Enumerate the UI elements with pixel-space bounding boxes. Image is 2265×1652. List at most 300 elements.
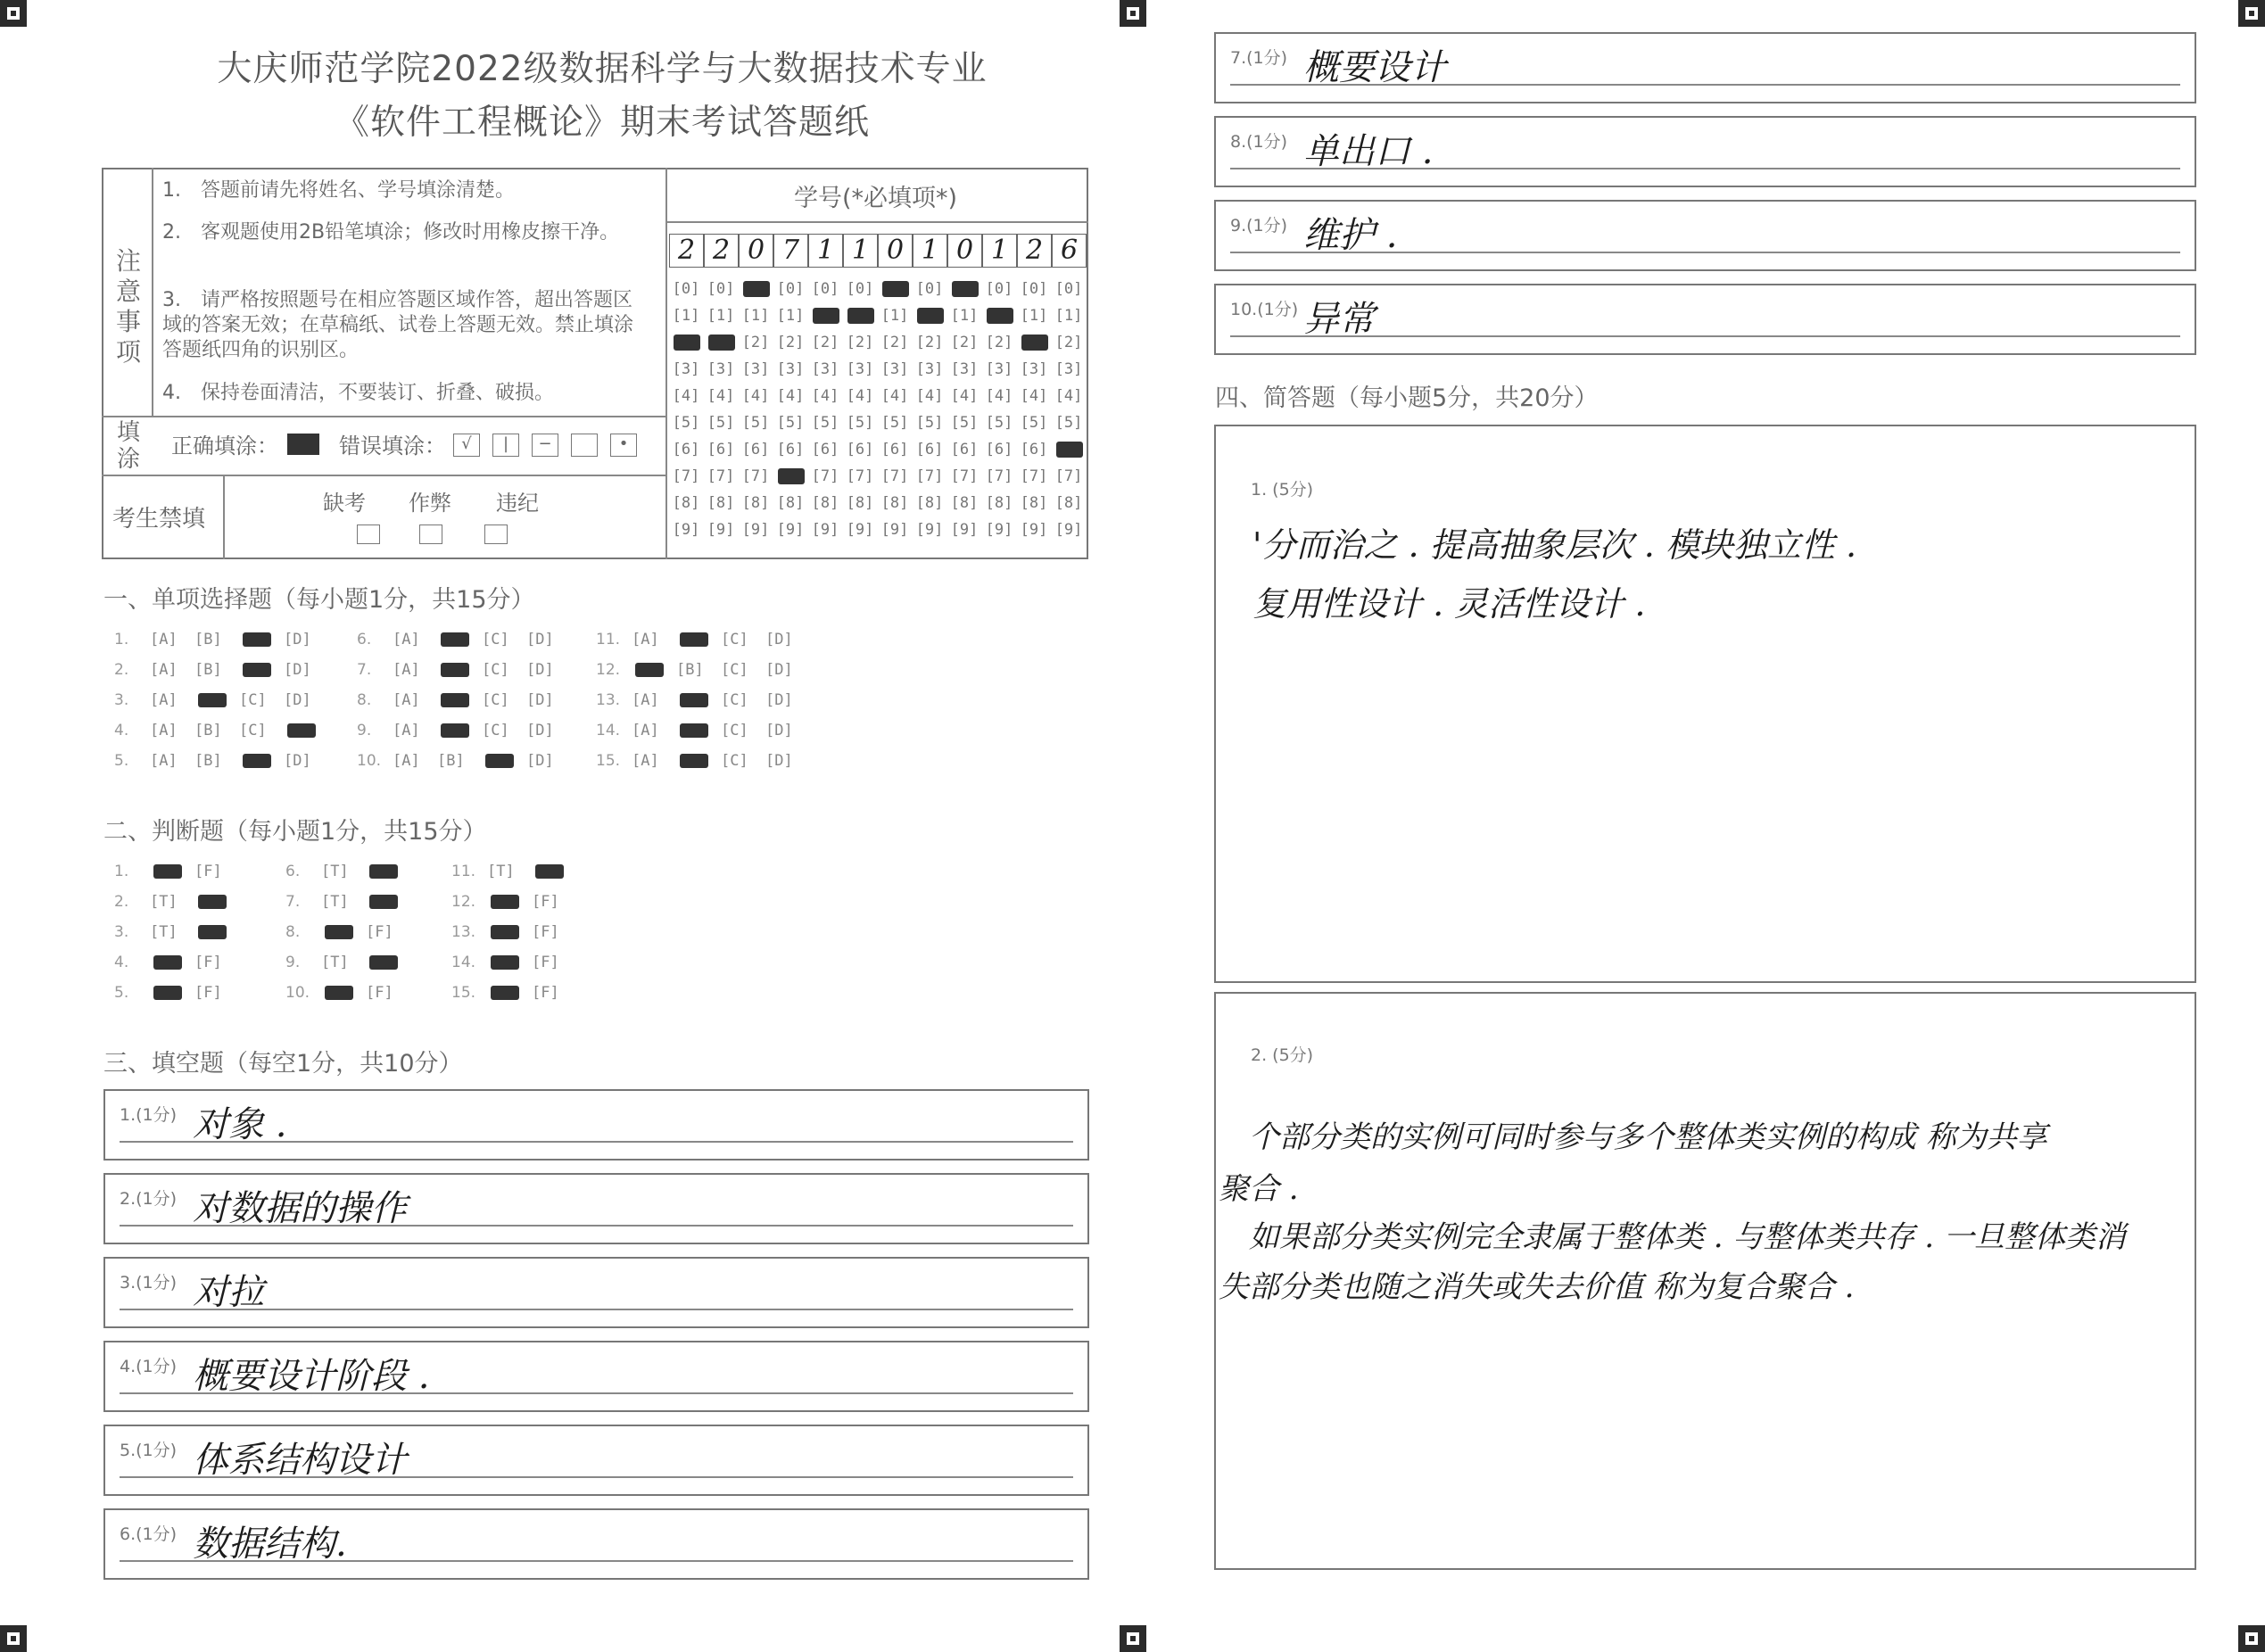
fill-label: 填涂	[116, 419, 140, 473]
mc-option-d[interactable]: [D]	[526, 752, 554, 770]
mc-option-c[interactable]: [C]	[482, 722, 509, 739]
tf-option-f[interactable]: [F]	[532, 954, 559, 971]
student-id-bubble[interactable]: [2]	[776, 334, 805, 351]
student-id-bubble[interactable]: [4]	[1054, 387, 1083, 405]
student-id-bubble[interactable]: [4]	[1020, 387, 1048, 405]
student-id-digit-2[interactable]: 2	[704, 234, 739, 268]
student-id-bubble-filled[interactable]	[813, 308, 839, 324]
student-id-bubble[interactable]: [5]	[672, 414, 700, 432]
correct-fill-label: 正确填涂：	[171, 434, 278, 458]
corner-mark-bottom-center	[1120, 1625, 1146, 1652]
table-divider	[102, 416, 665, 417]
tf-option-t[interactable]: [T]	[487, 863, 515, 880]
table-divider	[665, 221, 1088, 223]
student-id-bubble[interactable]: [1]	[1020, 307, 1048, 325]
notice-item-2: 2. 客观题使用2B铅笔填涂；修改时用橡皮擦干净。	[162, 221, 620, 244]
student-id-bubble[interactable]: [4]	[811, 387, 839, 405]
mc-option-a[interactable]: [A]	[393, 661, 420, 679]
student-id-bubble[interactable]: [0]	[811, 280, 839, 298]
corner-mark-top-left	[0, 0, 27, 27]
essay-label-1: 1. (5分)	[1251, 480, 1314, 500]
mc-option-d[interactable]: [D]	[765, 631, 793, 648]
wrong-fill-sample-4	[571, 434, 598, 457]
student-id-bubble[interactable]: [4]	[672, 387, 700, 405]
student-id-bubble[interactable]: [4]	[985, 387, 1013, 405]
mc-option-filled[interactable]	[441, 693, 469, 707]
tf-option-t[interactable]: [T]	[321, 893, 349, 911]
student-id-bubble[interactable]: [6]	[880, 441, 909, 458]
student-id-bubble[interactable]: [2]	[915, 334, 944, 351]
mc-option-b[interactable]: [B]	[194, 661, 222, 679]
mc-option-d[interactable]: [D]	[284, 752, 311, 770]
tf-option-t[interactable]: [T]	[321, 954, 349, 971]
fill-answer-handwriting: 概要设计	[1303, 47, 1446, 88]
student-id-bubble[interactable]: [8]	[880, 494, 909, 512]
student-id-bubble-filled[interactable]	[987, 308, 1013, 324]
student-id-digit-11[interactable]: 2	[1017, 234, 1052, 268]
mc-option-c[interactable]: [C]	[239, 691, 267, 709]
student-id-bubble[interactable]: [5]	[811, 414, 839, 432]
student-id-bubble[interactable]: [5]	[985, 414, 1013, 432]
student-id-bubble[interactable]: [7]	[915, 467, 944, 485]
tf-question-number: 8.	[285, 923, 301, 941]
student-id-bubble[interactable]: [9]	[672, 521, 700, 539]
student-id-bubble[interactable]: [0]	[985, 280, 1013, 298]
mc-option-filled[interactable]	[441, 632, 469, 647]
student-id-bubble[interactable]: [4]	[707, 387, 735, 405]
essay-answer-2-line3: 如果部分类实例完全隶属于整体类 . 与整体类共存 . 一旦整体类消	[1219, 1219, 2126, 1255]
mc-option-d[interactable]: [D]	[765, 722, 793, 739]
tf-question-number: 15.	[451, 984, 476, 1002]
fill-answer-handwriting: 体系结构设计	[193, 1440, 407, 1481]
student-id-bubble[interactable]: [9]	[1054, 521, 1083, 539]
student-id-bubble-filled[interactable]	[882, 281, 909, 297]
page-title-line2: 《软件工程概论》期末考试答题纸	[334, 103, 870, 143]
student-id-bubble[interactable]: [9]	[707, 521, 735, 539]
fill-answer-handwriting: 概要设计阶段 .	[193, 1356, 430, 1397]
mc-option-c[interactable]: [C]	[721, 661, 748, 679]
wrong-fill-sample-1: √	[453, 434, 480, 457]
mc-option-filled[interactable]	[680, 723, 708, 738]
mc-option-b[interactable]: [B]	[194, 722, 222, 739]
mc-question-number: 8.	[357, 691, 372, 709]
student-id-bubble[interactable]: [6]	[707, 441, 735, 458]
student-id-bubble[interactable]: [0]	[672, 280, 700, 298]
mc-option-filled[interactable]	[287, 723, 316, 738]
student-id-bubble[interactable]: [6]	[811, 441, 839, 458]
student-id-digit-3[interactable]: 0	[739, 234, 773, 268]
tf-option-filled[interactable]	[153, 986, 182, 1000]
fill-answer-label: 8.(1分)	[1230, 132, 1288, 152]
student-id-bubble[interactable]: [7]	[880, 467, 909, 485]
student-id-bubble[interactable]: [8]	[950, 494, 979, 512]
fill-answer-handwriting: 对拉	[193, 1272, 264, 1313]
corner-mark-bottom-left	[0, 1625, 27, 1652]
student-id-bubble[interactable]: [9]	[776, 521, 805, 539]
mc-option-d[interactable]: [D]	[765, 691, 793, 709]
mc-option-filled[interactable]	[243, 754, 271, 768]
student-id-bubble[interactable]: [4]	[915, 387, 944, 405]
student-id-bubble[interactable]: [5]	[950, 414, 979, 432]
student-id-title: 学号(*必填项*)	[794, 185, 958, 212]
tf-option-f[interactable]: [F]	[532, 984, 559, 1002]
mc-option-a[interactable]: [A]	[150, 722, 178, 739]
exam-option-absent: 缺考	[323, 491, 366, 516]
student-id-bubble[interactable]: [9]	[846, 521, 874, 539]
mc-option-filled[interactable]	[441, 723, 469, 738]
mc-option-filled[interactable]	[680, 754, 708, 768]
tf-option-t[interactable]: [T]	[150, 923, 178, 941]
tf-option-filled[interactable]	[198, 925, 227, 939]
student-id-bubble-filled[interactable]	[708, 335, 735, 351]
student-id-digit-5[interactable]: 1	[808, 234, 843, 268]
tf-question-number: 11.	[451, 863, 476, 880]
student-id-bubble[interactable]: [1]	[880, 307, 909, 325]
tf-option-filled[interactable]	[325, 986, 353, 1000]
essay-box-1[interactable]	[1214, 425, 2196, 983]
tf-option-filled[interactable]	[491, 986, 519, 1000]
fill-answer-handwriting: 对象 .	[193, 1104, 287, 1145]
mc-question-number: 3.	[114, 691, 129, 709]
essay-answer-2-line2: 聚合 .	[1219, 1171, 1299, 1207]
student-id-digit-6[interactable]: 1	[843, 234, 878, 268]
mc-question-number: 11.	[596, 631, 621, 648]
mc-option-a[interactable]: [A]	[393, 691, 420, 709]
student-id-bubble[interactable]: [4]	[846, 387, 874, 405]
mc-option-filled[interactable]	[243, 632, 271, 647]
mc-option-d[interactable]: [D]	[765, 661, 793, 679]
student-id-bubble[interactable]: [1]	[950, 307, 979, 325]
tf-question-number: 12.	[451, 893, 476, 911]
fill-answer-label: 3.(1分)	[120, 1273, 178, 1293]
student-id-bubble[interactable]: [9]	[985, 521, 1013, 539]
student-id-bubble[interactable]: [8]	[672, 494, 700, 512]
student-id-bubble[interactable]: [1]	[1054, 307, 1083, 325]
mc-option-b[interactable]: [B]	[437, 752, 465, 770]
student-id-digit-7[interactable]: 0	[878, 234, 913, 268]
student-id-bubble[interactable]: [3]	[776, 360, 805, 378]
tf-option-filled[interactable]	[491, 955, 519, 970]
tf-option-f[interactable]: [F]	[194, 954, 222, 971]
mc-question-number: 12.	[596, 661, 621, 679]
tf-option-t[interactable]: [T]	[321, 863, 349, 880]
mc-option-filled[interactable]	[441, 663, 469, 677]
section1-title: 一、单项选择题（每小题1分，共15分）	[103, 586, 535, 614]
student-id-bubble[interactable]: [3]	[950, 360, 979, 378]
mc-option-filled[interactable]	[485, 754, 514, 768]
student-id-bubble[interactable]: [1]	[741, 307, 770, 325]
student-id-bubble[interactable]: [3]	[915, 360, 944, 378]
student-id-bubble[interactable]: [8]	[1020, 494, 1048, 512]
student-id-bubble[interactable]: [8]	[1054, 494, 1083, 512]
student-id-bubble[interactable]: [1]	[776, 307, 805, 325]
mc-option-filled[interactable]	[198, 693, 227, 707]
student-id-digit-9[interactable]: 0	[947, 234, 982, 268]
mc-option-d[interactable]: [D]	[765, 752, 793, 770]
student-id-bubble[interactable]: [6]	[915, 441, 944, 458]
student-id-bubble[interactable]: [2]	[880, 334, 909, 351]
student-id-bubble[interactable]: [9]	[1020, 521, 1048, 539]
mc-option-c[interactable]: [C]	[482, 691, 509, 709]
tf-option-filled[interactable]	[491, 925, 519, 939]
student-id-bubble[interactable]: [5]	[1020, 414, 1048, 432]
student-id-bubble[interactable]: [7]	[811, 467, 839, 485]
tf-question-number: 1.	[114, 863, 129, 880]
notice-label: 注意事项	[115, 246, 141, 367]
mc-option-c[interactable]: [C]	[721, 752, 748, 770]
mc-option-filled[interactable]	[680, 632, 708, 647]
student-id-bubble[interactable]: [4]	[741, 387, 770, 405]
student-id-bubble[interactable]: [7]	[672, 467, 700, 485]
mc-option-b[interactable]: [B]	[676, 661, 704, 679]
student-id-bubble[interactable]: [7]	[846, 467, 874, 485]
student-id-bubble[interactable]: [6]	[950, 441, 979, 458]
mc-question-number: 2.	[114, 661, 129, 679]
student-id-bubble[interactable]: [8]	[776, 494, 805, 512]
student-id-bubble[interactable]: [5]	[741, 414, 770, 432]
mc-option-a[interactable]: [A]	[632, 691, 659, 709]
mc-option-d[interactable]: [D]	[526, 631, 554, 648]
mc-option-c[interactable]: [C]	[482, 631, 509, 648]
student-id-bubble[interactable]: [0]	[846, 280, 874, 298]
mc-option-d[interactable]: [D]	[284, 661, 311, 679]
mc-option-filled[interactable]	[680, 693, 708, 707]
exam-checkbox-violation[interactable]	[484, 525, 508, 544]
student-id-bubble[interactable]: [7]	[1020, 467, 1048, 485]
student-id-bubble[interactable]: [8]	[985, 494, 1013, 512]
student-id-bubble[interactable]: [3]	[1054, 360, 1083, 378]
essay-answer-1-line2: 复用性设计 . 灵活性设计 .	[1252, 584, 1646, 624]
student-id-bubble[interactable]: [6]	[846, 441, 874, 458]
tf-option-f[interactable]: [F]	[532, 893, 559, 911]
fill-answer-label: 10.(1分)	[1230, 300, 1299, 319]
section3-title: 三、填空题（每空1分，共10分）	[103, 1050, 463, 1078]
mc-option-a[interactable]: [A]	[150, 752, 178, 770]
student-id-bubble[interactable]: [0]	[1054, 280, 1083, 298]
page-title-line1: 大庆师范学院2022级数据科学与大数据技术专业	[217, 49, 988, 89]
student-id-bubble[interactable]: [2]	[1054, 334, 1083, 351]
mc-option-a[interactable]: [A]	[632, 722, 659, 739]
mc-option-c[interactable]: [C]	[721, 631, 748, 648]
student-id-bubble[interactable]: [6]	[985, 441, 1013, 458]
student-id-bubble[interactable]: [8]	[915, 494, 944, 512]
student-id-bubble-filled[interactable]	[952, 281, 979, 297]
mc-question-number: 4.	[114, 722, 129, 739]
student-id-bubble[interactable]: [6]	[776, 441, 805, 458]
wrong-fill-sample-5: •	[610, 434, 637, 457]
mc-option-c[interactable]: [C]	[239, 722, 267, 739]
student-id-bubble[interactable]: [8]	[707, 494, 735, 512]
student-id-bubble[interactable]: [3]	[880, 360, 909, 378]
notice-item-4: 4. 保持卷面清洁，不要装订、折叠、破损。	[162, 382, 554, 404]
tf-option-f[interactable]: [F]	[366, 923, 393, 941]
mc-option-filled[interactable]	[635, 663, 664, 677]
tf-option-filled[interactable]	[369, 895, 398, 909]
tf-option-filled[interactable]	[369, 955, 398, 970]
mc-question-number: 7.	[357, 661, 372, 679]
student-id-bubble[interactable]: [7]	[1054, 467, 1083, 485]
tf-option-f[interactable]: [F]	[532, 923, 559, 941]
essay-answer-1-line1: '分而治之 . 提高抽象层次 . 模块独立性 .	[1252, 525, 1857, 565]
student-id-bubble-filled[interactable]	[674, 335, 700, 351]
mc-option-c[interactable]: [C]	[482, 661, 509, 679]
tf-option-filled[interactable]	[153, 955, 182, 970]
mc-option-d[interactable]: [D]	[284, 631, 311, 648]
tf-option-f[interactable]: [F]	[366, 984, 393, 1002]
mc-option-c[interactable]: [C]	[721, 722, 748, 739]
tf-question-number: 13.	[451, 923, 476, 941]
tf-question-number: 9.	[285, 954, 301, 971]
mc-option-a[interactable]: [A]	[632, 752, 659, 770]
tf-question-number: 6.	[285, 863, 301, 880]
student-id-bubble[interactable]: [5]	[707, 414, 735, 432]
tf-option-f[interactable]: [F]	[194, 863, 222, 880]
student-id-bubble[interactable]: [4]	[950, 387, 979, 405]
student-id-bubble[interactable]: [2]	[985, 334, 1013, 351]
student-id-bubble[interactable]: [7]	[985, 467, 1013, 485]
student-id-bubble-filled[interactable]	[1021, 335, 1048, 351]
tf-question-number: 5.	[114, 984, 129, 1002]
table-divider	[152, 168, 153, 416]
fill-answer-label: 4.(1分)	[120, 1357, 178, 1376]
mc-question-number: 10.	[357, 752, 382, 770]
student-id-bubble[interactable]: [3]	[672, 360, 700, 378]
student-id-bubble[interactable]: [2]	[811, 334, 839, 351]
tf-question-number: 7.	[285, 893, 301, 911]
student-id-bubble[interactable]: [1]	[672, 307, 700, 325]
student-id-bubble[interactable]: [3]	[846, 360, 874, 378]
fill-answer-handwriting: 对数据的操作	[193, 1188, 407, 1229]
student-id-bubble[interactable]: [9]	[811, 521, 839, 539]
corner-mark-top-center	[1120, 0, 1146, 27]
tf-option-filled[interactable]	[535, 864, 564, 879]
student-id-bubble[interactable]: [8]	[741, 494, 770, 512]
student-id-bubble[interactable]: [7]	[707, 467, 735, 485]
tf-option-filled[interactable]	[325, 925, 353, 939]
fill-answer-handwriting: 数据结构.	[193, 1524, 347, 1565]
student-id-bubble[interactable]: [3]	[811, 360, 839, 378]
mc-option-b[interactable]: [B]	[194, 752, 222, 770]
student-id-bubble-filled[interactable]	[1056, 442, 1083, 458]
fill-answer-handwriting: 异常	[1303, 299, 1375, 340]
tf-option-f[interactable]: [F]	[194, 984, 222, 1002]
mc-option-a[interactable]: [A]	[393, 752, 420, 770]
student-id-bubble[interactable]: [4]	[880, 387, 909, 405]
mc-option-b[interactable]: [B]	[194, 631, 222, 648]
fill-answer-handwriting: 单出口 .	[1303, 131, 1434, 172]
mc-option-a[interactable]: [A]	[150, 661, 178, 679]
student-id-bubble[interactable]: [5]	[880, 414, 909, 432]
exam-checkbox-absent[interactable]	[357, 525, 380, 544]
mc-option-a[interactable]: [A]	[393, 722, 420, 739]
tf-option-filled[interactable]	[198, 895, 227, 909]
student-id-bubble[interactable]: [7]	[741, 467, 770, 485]
student-id-bubble[interactable]: [2]	[950, 334, 979, 351]
mc-option-a[interactable]: [A]	[150, 631, 178, 648]
student-id-bubble-filled[interactable]	[778, 468, 805, 484]
student-id-digit-8[interactable]: 1	[913, 234, 947, 268]
mc-option-a[interactable]: [A]	[150, 691, 178, 709]
student-id-bubble[interactable]: [9]	[915, 521, 944, 539]
tf-question-number: 10.	[285, 984, 310, 1002]
fill-answer-handwriting: 维护 .	[1303, 215, 1398, 256]
mc-option-d[interactable]: [D]	[526, 722, 554, 739]
student-id-digit-10[interactable]: 1	[982, 234, 1017, 268]
student-id-bubble[interactable]: [5]	[846, 414, 874, 432]
mc-option-filled[interactable]	[243, 663, 271, 677]
student-id-bubble[interactable]: [0]	[776, 280, 805, 298]
mc-option-d[interactable]: [D]	[284, 691, 311, 709]
student-id-bubble[interactable]: [6]	[672, 441, 700, 458]
student-id-bubble[interactable]: [3]	[741, 360, 770, 378]
student-id-bubble[interactable]: [8]	[811, 494, 839, 512]
student-id-bubble[interactable]: [9]	[950, 521, 979, 539]
student-id-bubble[interactable]: [6]	[741, 441, 770, 458]
mc-option-d[interactable]: [D]	[526, 661, 554, 679]
student-id-bubble[interactable]: [1]	[707, 307, 735, 325]
student-id-digit-4[interactable]: 7	[773, 234, 808, 268]
student-id-bubble[interactable]: [0]	[915, 280, 944, 298]
mc-option-d[interactable]: [D]	[526, 691, 554, 709]
wrong-fill-sample-3: −	[532, 434, 558, 457]
notice-item-1: 1. 答题前请先将姓名、学号填涂清楚。	[162, 179, 515, 202]
student-id-bubble[interactable]: [3]	[707, 360, 735, 378]
mc-question-number: 5.	[114, 752, 129, 770]
student-id-bubble[interactable]: [9]	[741, 521, 770, 539]
tf-question-number: 4.	[114, 954, 129, 971]
student-id-bubble[interactable]: [5]	[776, 414, 805, 432]
essay-label-2: 2. (5分)	[1251, 1045, 1314, 1065]
corner-mark-bottom-right	[2238, 1625, 2265, 1652]
student-id-bubble[interactable]: [9]	[880, 521, 909, 539]
mc-question-number: 9.	[357, 722, 372, 739]
mc-option-c[interactable]: [C]	[721, 691, 748, 709]
tf-question-number: 2.	[114, 893, 129, 911]
fill-answer-label: 9.(1分)	[1230, 216, 1288, 235]
tf-option-t[interactable]: [T]	[150, 893, 178, 911]
student-id-bubble[interactable]: [0]	[707, 280, 735, 298]
mc-option-a[interactable]: [A]	[393, 631, 420, 648]
student-id-bubble[interactable]: [5]	[915, 414, 944, 432]
student-id-bubble[interactable]: [3]	[985, 360, 1013, 378]
correct-fill-sample	[287, 434, 319, 455]
student-id-bubble[interactable]: [8]	[846, 494, 874, 512]
exam-option-violation: 违纪	[496, 491, 539, 516]
student-id-bubble[interactable]: [0]	[1020, 280, 1048, 298]
essay-answer-2-line1: 个部分类的实例可同时参与多个整体类实例的构成 称为共享	[1219, 1119, 2047, 1155]
tf-option-filled[interactable]	[491, 895, 519, 909]
fill-answer-label: 6.(1分)	[120, 1524, 178, 1544]
student-id-digit-1[interactable]: 2	[669, 234, 704, 268]
student-id-bubble[interactable]: [2]	[741, 334, 770, 351]
student-id-bubble[interactable]: [4]	[776, 387, 805, 405]
student-id-bubble[interactable]: [3]	[1020, 360, 1048, 378]
section2-title: 二、判断题（每小题1分，共15分）	[103, 818, 487, 846]
exam-checkbox-cheating[interactable]	[419, 525, 442, 544]
tf-option-filled[interactable]	[369, 864, 398, 879]
tf-option-filled[interactable]	[153, 864, 182, 879]
student-id-bubble[interactable]: [5]	[1054, 414, 1083, 432]
student-id-bubble-filled[interactable]	[847, 308, 874, 324]
student-id-bubble[interactable]: [6]	[1020, 441, 1048, 458]
mc-option-a[interactable]: [A]	[632, 631, 659, 648]
student-id-digit-12[interactable]: 6	[1052, 234, 1087, 268]
student-id-bubble-filled[interactable]	[917, 308, 944, 324]
student-id-bubble[interactable]: [2]	[846, 334, 874, 351]
student-id-bubble-filled[interactable]	[743, 281, 770, 297]
student-id-bubble[interactable]: [7]	[950, 467, 979, 485]
mc-question-number: 1.	[114, 631, 129, 648]
